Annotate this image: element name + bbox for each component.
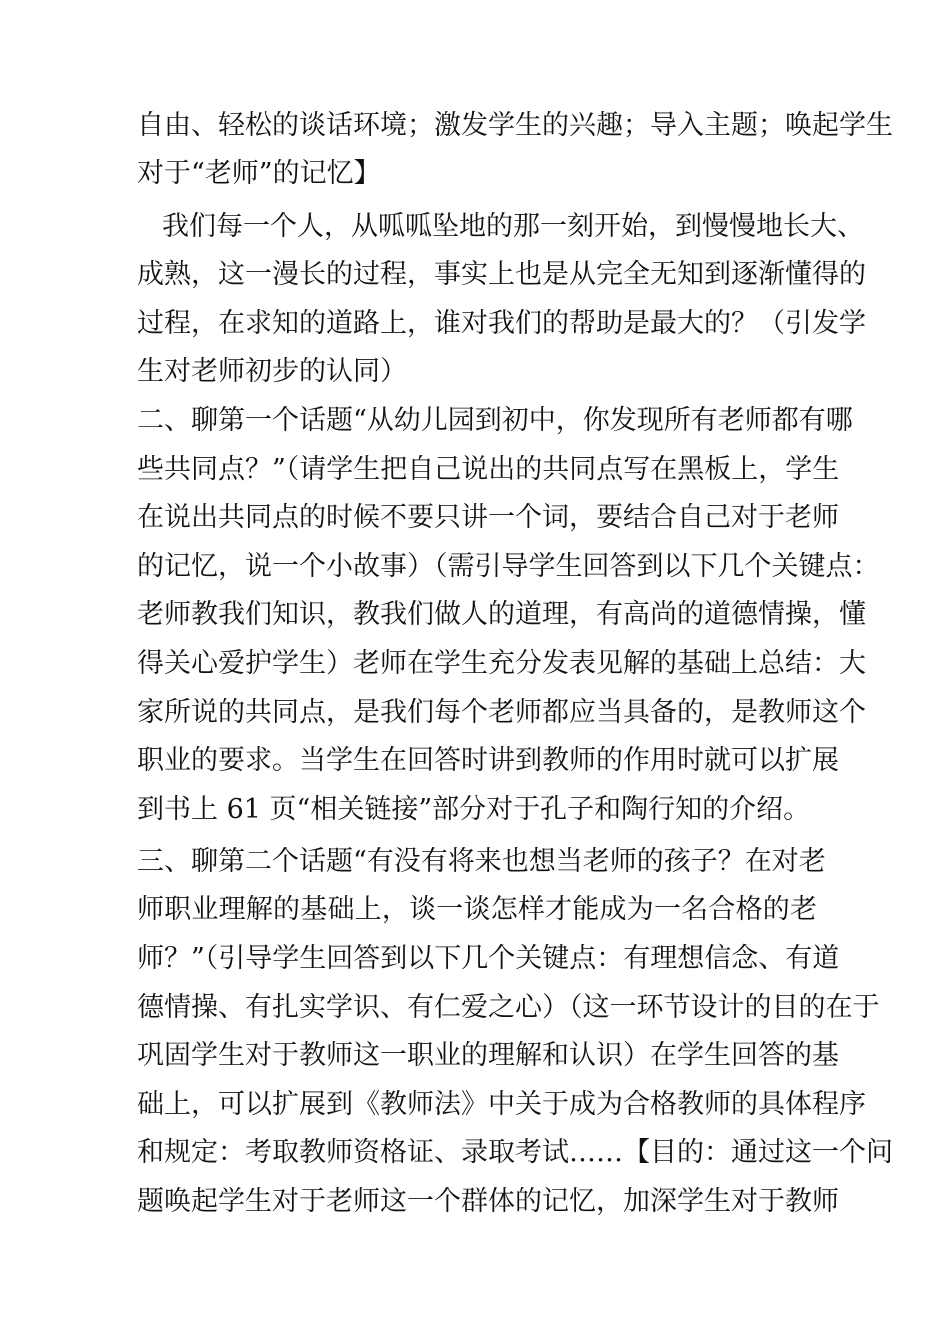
text-line: 生对老师初步的认同） (137, 356, 407, 387)
text-line: 得关心爱护学生）老师在学生充分发表见解的基础上总结：大 (137, 648, 866, 679)
text-line: 础上，可以扩展到《教师法》中关于成为合格教师的具体程序 (137, 1089, 866, 1120)
text-line: 些共同点？”（请学生把自己说出的共同点写在黑板上，学生 (137, 454, 840, 485)
text-line: 在说出共同点的时候不要只讲一个词，要结合自己对于老师 (137, 502, 839, 533)
text-line: 家所说的共同点，是我们每个老师都应当具备的，是教师这个 (137, 697, 866, 728)
text-line: 成熟，这一漫长的过程，事实上也是从完全无知到逐渐懂得的 (137, 259, 866, 290)
text-line: 和规定：考取教师资格证、录取考试……【目的：通过这一个问 (137, 1137, 893, 1168)
text-line: 的记忆，说一个小故事）（需引导学生回答到以下几个关键点： (137, 551, 880, 582)
text-line: 过程，在求知的道路上，谁对我们的帮助是最大的？（引发学 (137, 308, 866, 339)
text-line: 二、聊第一个话题“从幼儿园到初中，你发现所有老师都有哪 (137, 405, 853, 436)
text-line: 老师教我们知识，教我们做人的道理，有高尚的道德情操，懂 (137, 599, 866, 630)
text-line: 德情操、有扎实学识、有仁爱之心）（这一环节设计的目的在于 (137, 992, 880, 1023)
text-line: 题唤起学生对于老师这一个群体的记忆，加深学生对于教师 (137, 1186, 839, 1217)
text-line: 师？”（引导学生回答到以下几个关键点：有理想信念、有道 (137, 943, 840, 974)
text-line: 我们每一个人，从呱呱坠地的那一刻开始，到慢慢地长大、 (162, 211, 864, 242)
text-line: 三、聊第二个话题“有没有将来也想当老师的孩子？在对老 (137, 846, 826, 877)
text-line: 巩固学生对于教师这一职业的理解和认识）在学生回答的基 (137, 1040, 839, 1071)
text-line: 到书上 61 页“相关链接”部分对于孔子和陶行知的介绍。 (137, 794, 811, 825)
text-line: 对于“老师”的记忆】 (137, 158, 381, 189)
text-line: 师职业理解的基础上，谈一谈怎样才能成为一名合格的老 (137, 894, 817, 925)
text-line: 职业的要求。当学生在回答时讲到教师的作用时就可以扩展 (137, 745, 839, 776)
text-line: 自由、轻松的谈话环境；激发学生的兴趣；导入主题；唤起学生 (137, 110, 893, 141)
